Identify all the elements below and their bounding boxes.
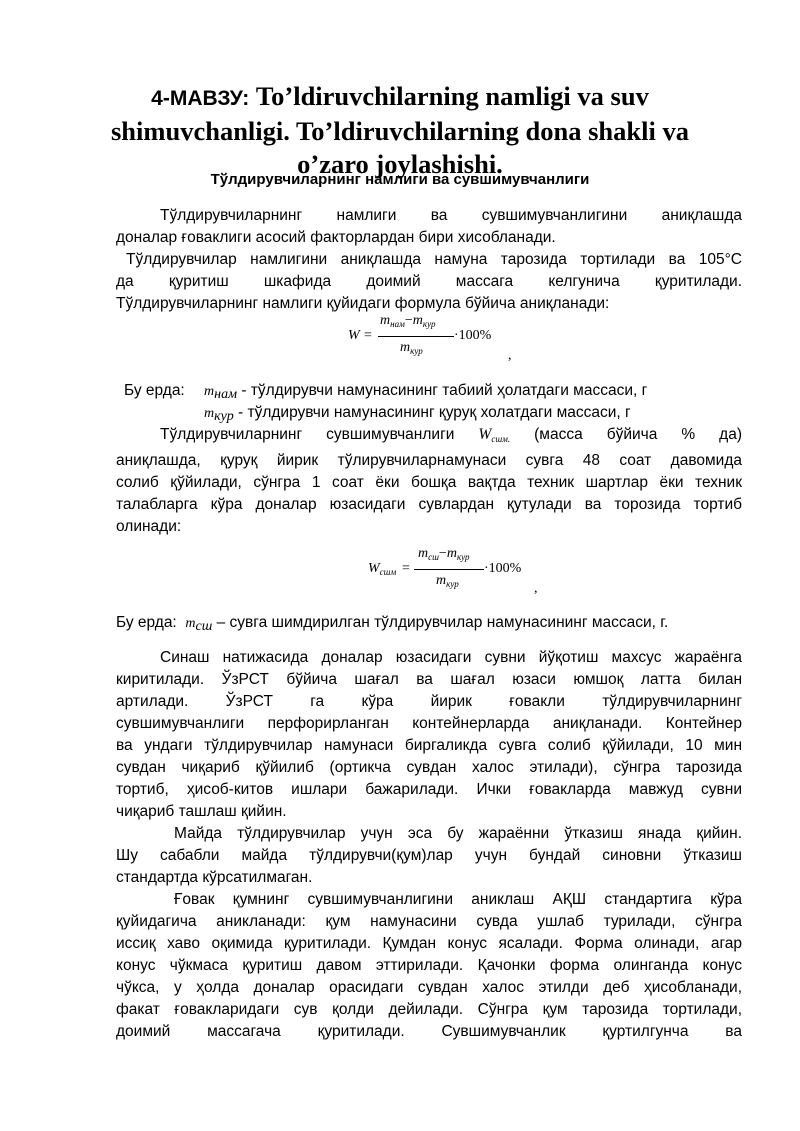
formula-eq: = <box>364 328 372 343</box>
paragraph-1 <box>116 205 742 249</box>
paragraph-line: да қуритиш шкафида доимий массага келгунича қуритилади. <box>116 273 742 290</box>
title-prefix: 4-МАВЗУ: <box>151 87 250 110</box>
paragraph-line: аниқлашда, қуруқ йирик тўлирувчиларнамунаси сувга 48 соат давомида <box>116 452 742 469</box>
section-subtitle: Тўлдирувчиларнинг намлиги ва сувшимувчанлиги <box>210 171 590 188</box>
paragraph-line: Ғовак қумнинг сувшимувчанлигини аниклаш АҚШ стандартига кўра <box>174 891 742 908</box>
paragraph-line: солиб қўйилади, сўнгра 1 соат ёки бошқа вақтда техник шартлар ёки техник <box>116 474 742 491</box>
formula-tail: ·100% <box>454 328 492 343</box>
title-line-1 <box>100 80 700 115</box>
paragraph-4 <box>116 647 742 823</box>
moisture-formula <box>340 312 530 368</box>
fraction-bar <box>414 569 484 570</box>
paragraph-line: тортиб, ҳисоб-китов ишлари бажарилади. Ички ғовакларда мавжуд сувни <box>116 781 742 798</box>
paragraph-line: Майда тўлдирувчилар учун эса бу жараённи ўтказиш янада қийин. <box>174 825 742 842</box>
formula-numerator: $m_{нам}-m_{кур}$ <box>380 313 436 329</box>
title-text-1: To’ldiruvchilarning namligi va suv <box>249 81 649 111</box>
paragraph-line: стандартда кўрсатилмаган. <box>116 869 313 886</box>
paragraph-line: Тўлдирувчилар намлигини аниқлашда намуна тарозида тортилади ва 105°С <box>126 251 742 268</box>
paragraph-line: Тўлдирувчиларнинг намлиги ва сувшимувчанлигини аниқлашда <box>160 207 742 224</box>
paragraph-line: олинади: <box>116 518 182 535</box>
paragraph-line: артилади. ЎзРСТ га кўра йирик ғовакли тўлдирувчиларнинг <box>116 693 742 710</box>
paragraph-line: доимий массагача қуритилади. Сувшимувчанлик қуртилгунча ва <box>116 1023 742 1040</box>
paragraph-line: конус чўкмаса қуритиш давом эттирилади. Қачонки форма олинганда конус <box>116 957 742 974</box>
page-title <box>100 80 700 181</box>
paragraph-line: ва ундаги тўлдирувчилар намунаси биргаликда сувга солиб қўйилади, 10 мин <box>116 737 742 754</box>
paragraph-line: Синаш натижасида доналар юзасидаги сувни йўқотиш махсус жараёнга <box>160 649 742 666</box>
paragraph-5 <box>116 823 742 889</box>
paragraph-line: сувдан чиқариб қўйилиб (ортикча сувдан халос этилади), сўнгра тарозида <box>116 759 742 776</box>
paragraph-3 <box>116 424 742 538</box>
paragraph-line: киритилади. ЎзРСТ бўйича шағал ва шағал юзаси юмшоқ латта билан <box>116 671 742 688</box>
paragraph-6 <box>116 889 742 1043</box>
fraction-bar <box>378 336 454 337</box>
formula-denominator: $m_{кур}$ <box>400 340 423 356</box>
formula-eq: = <box>402 561 410 576</box>
paragraph-2 <box>116 249 742 315</box>
paragraph-line: Тўлдирувчиларнинг намлиги қуйидаги формула бўйича аниқланади: <box>116 295 610 312</box>
where-definition-2: Бу ерда: mсш – сувга шимдирилган тўлдирувчилар намунасининг массаси, г. <box>116 614 669 634</box>
definition-m-nam: mнам - тўлдирувчи намунасининг табиий ҳолатдаги массаси, г <box>204 382 648 402</box>
formula-comma: , <box>508 348 512 363</box>
paragraph-line: Тўлдирувчиларнинг сувшимувчанлиги $W_{сшм.}$ (масса бўйича % да) <box>160 426 742 444</box>
title-line-2: shimuvchanligi. To’ldiruvchilarning dona shakli va <box>110 116 690 146</box>
where-label-1: Бу ерда: <box>124 382 185 399</box>
formula-lhs: $W_{сшм}$ <box>368 561 397 577</box>
formula-comma: , <box>534 581 538 596</box>
paragraph-line: чўкса, у ҳолда доналар орасидаги сувдан халос этилди деб ҳисобланади, <box>116 979 742 996</box>
paragraph-line: чиқариб ташлаш қийин. <box>116 803 287 820</box>
formula-lhs: W <box>348 328 360 343</box>
formula-tail: ·100% <box>484 561 522 576</box>
paragraph-line: сувшимувчанлиги перфорирланган контейнерларда аниқланади. Контейнер <box>116 715 742 732</box>
formula-numerator: $m_{сш}-m_{кур}$ <box>418 546 470 562</box>
paragraph-line: факат ғовакларидаги сув қолди дейилади. Сўнгра қум тарозида тортилади, <box>116 1001 742 1018</box>
paragraph-line: доналар ғоваклиги асосий факторлардан бири хисобланади. <box>116 229 556 246</box>
paragraph-line: қуйидагича аникланади: қум намунасини сувда ушлаб турилади, сўнгра <box>116 913 742 930</box>
title-line-3: o’zaro joylashishi. <box>297 149 503 179</box>
water-absorption-formula <box>366 545 556 601</box>
definition-m-kur: mкур - тўлдирувчи намунасининг қуруқ холатдаги массаси, г <box>204 404 631 424</box>
paragraph-line: Шу сабабли майда тўлдирувчи(қум)лар учун бундай синовни ўтказиш <box>116 847 742 864</box>
paragraph-line: иссиқ хаво оқимида қуритилади. Қумдан конус ясалади. Форма олинади, агар <box>116 935 742 952</box>
formula-denominator: $m_{кур}$ <box>436 573 459 589</box>
paragraph-line: талабларга кўра доналар юзасидаги сувлардан қутулади ва торозида тортиб <box>116 496 742 513</box>
